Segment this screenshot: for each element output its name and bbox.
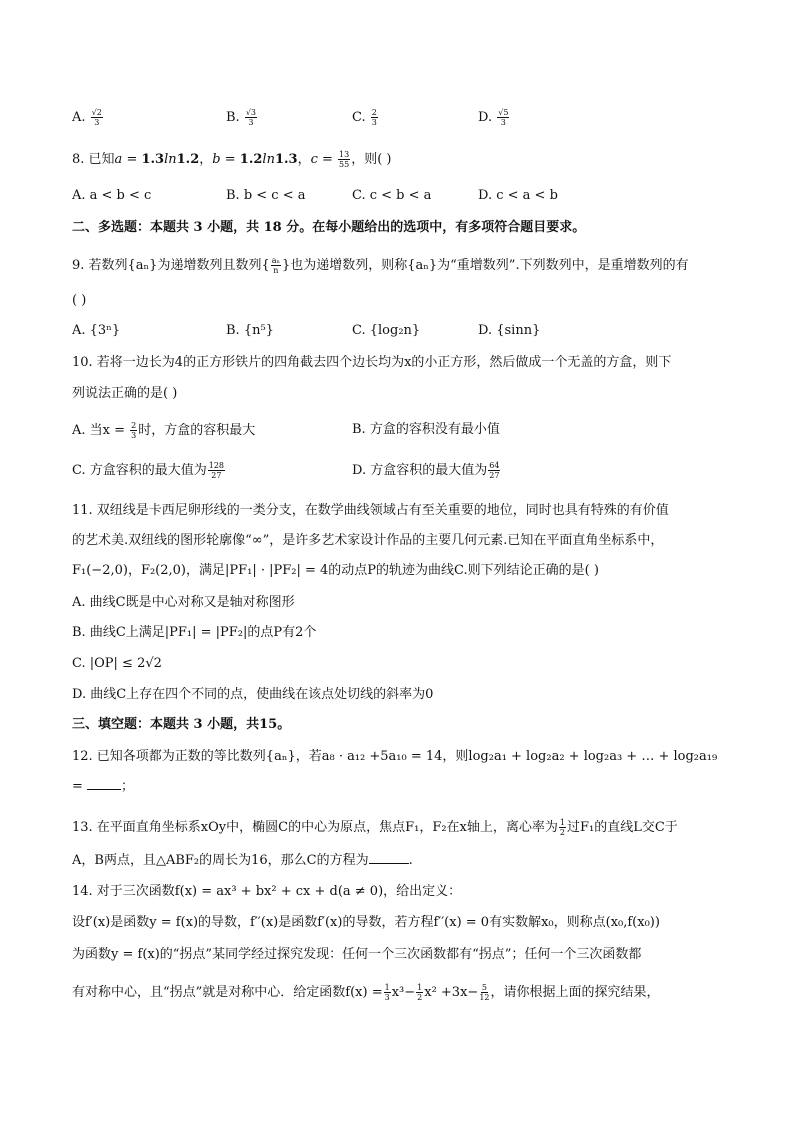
q11-stem-line3: F₁(−2,0)，F₂(2,0)，满足|PF₁| · |PF₂| = 4的动点P的轨迹为曲线C.则下列结论正确的是( ) [72,563,599,578]
q12-stem-line2 [72,778,134,796]
q7-option-c-den: 3 [371,118,377,127]
q9-frac-den: n [273,266,279,275]
q14-frac-3 [479,983,489,1002]
q14-frac-3-num: 5 [481,983,487,992]
q8-frac-den: 55 [339,160,350,169]
q11-option-a: A. 曲线C既是中心对称又是轴对称图形 [72,595,295,610]
section-3-title: 三、填空题：本题共 3 小题，共15。 [72,717,291,732]
q13-answer-blank [369,853,409,864]
q9-stem-paren: ( ) [72,293,87,308]
q11-option-d: D. 曲线C上存在四个不同的点，使曲线在该点处切线的斜率为0 [72,687,434,702]
q10-option-b: B. 方盒的容积没有最小值 [352,422,500,437]
q11-option-b: B. 曲线C上满足|PF₁| = |PF₂|的点P有2个 [72,625,317,640]
q13-frac [559,818,566,837]
q9-stem-a: 9. 若数列{aₙ}为递增数列且数列{ [72,258,270,273]
q10-option-d-num: 64 [489,461,500,470]
q7-option-d-label: D. [478,110,493,125]
q10-option-d [352,461,501,480]
q11-stem-line2: 的艺术美.双纽线的图形轮廓像“∞”，是许多艺术家设计作品的主要几何元素.已知在平面直角坐标系中， [72,533,664,548]
q14-stem-line1: 14. 对于三次函数f(x) = ax³ + bx² + cx + d(a ≠ 0)，给出定义： [72,884,462,899]
q14-line4-b: x³− [391,985,416,1000]
q14-frac-3-den: 12 [479,993,490,1002]
q9-option-c: C. {log₂n} [352,323,421,338]
q10-option-a-prefix: A. 当x = [72,423,126,438]
q12-answer-blank [87,779,121,790]
q10-option-c [72,461,226,480]
q8-option-a: A. a < b < c [72,188,152,203]
q8-frac-num: 13 [339,150,350,159]
q7-option-d [478,108,510,127]
q9-option-b: B. {n⁵} [226,323,274,338]
q10-option-d-prefix: D. 方盒容积的最大值为 [352,463,488,478]
q7-option-a-den: 3 [94,118,100,127]
q10-stem-line2: 列说法正确的是( ) [72,386,178,401]
q9-stem [72,256,689,275]
q14-line4-d: ，请你根据上面的探究结果， [490,985,660,1000]
q14-frac-2-den: 2 [417,993,423,1002]
q10-option-a-suffix: 时，方盒的容积最大 [138,423,256,438]
q14-stem-line2: 设f′(x)是函数y = f(x)的导数，f′′(x)是函数f′(x)的导数，若方程f′′(x) = 0有实数解x₀，则称点(x₀,f(x₀)) [72,915,660,930]
q10-option-d-den: 27 [489,471,500,480]
q7-option-a-label: A. [72,110,86,125]
q7-option-c-frac [371,108,378,127]
q14-frac-2 [416,983,423,1002]
q10-option-a-den: 3 [131,431,137,440]
q14-frac-1-den: 3 [384,993,390,1002]
q14-frac-2-num: 1 [417,983,423,992]
q13-stem-line2 [72,852,413,870]
q11-stem-line1: 11. 双纽线是卡西尼卵形线的一类分支，在数学曲线领域占有至关重要的地位，同时也具有特殊的有价值 [72,503,669,518]
q13-stem-a: 13. 在平面直角坐标系xOy中，椭圆C的中心为原点，焦点F₁，F₂在x轴上，离心率为 [72,820,558,835]
q9-stem-b: }也为递增数列，则称{aₙ}为“重增数列”.下列数列中，是重增数列的有 [281,258,689,273]
q14-line4-c: x² +3x− [424,985,479,1000]
q14-line4-a: 有对称中心，且“拐点”就是对称中心．给定函数f(x) = [72,985,383,1000]
q10-option-c-den: 27 [211,471,222,480]
q14-frac-1 [384,983,391,1002]
q8-option-c: C. c < b < a [352,188,432,203]
q14-stem-line3: 为函数y = f(x)的“拐点”某同学经过探究发现：任何一个三次函数都有“拐点”；任何一个三次函数都 [72,947,642,962]
q14-frac-1-num: 1 [384,983,390,992]
q10-option-a-num: 2 [131,421,137,430]
q13-period: . [408,853,413,868]
q7-option-b-label: B. [226,110,240,125]
q10-option-c-frac [208,461,225,480]
q7-option-b-frac: $\frac{√3}{3}$ [245,108,257,127]
q14-stem-line4 [72,983,660,1002]
q10-option-c-prefix: C. 方盒容积的最大值为 [72,463,207,478]
q13-frac-den: 2 [559,828,565,837]
q12-stem-line1: 12. 已知各项都为正数的等比数列{aₙ}，若a₈ · a₁₂ +5a₁₀ = 14，则log₂a₁ + log₂a₂ + log₂a₃ + … + log₂a₁₉ [72,749,718,764]
q9-option-a: A. {3ⁿ} [72,323,121,338]
q13-frac-num: 1 [559,818,565,827]
q8-option-b: B. b < c < a [226,188,306,203]
q10-stem-line1: 10. 若将一边长为4的正方形铁片的四角截去四个边长均为x的小正方形，然后做成一个无盖的方盒，则下 [72,355,672,370]
q7-option-b [226,108,258,127]
q8-option-d: D. c < a < b [478,188,558,203]
q10-option-d-frac [488,461,500,480]
q7-option-d-den: 3 [500,118,506,127]
q10-option-a-frac [130,421,137,440]
q12-equals: = [72,779,83,794]
q7-option-b-den: 3 [248,118,254,127]
q7-option-d-frac: $\frac{√5}{3}$ [498,108,509,127]
q10-option-a [72,421,255,440]
q9-option-d: D. {sinn} [478,323,541,338]
q7-option-c [352,108,379,127]
q9-frac-num: aₙ [271,256,280,265]
q10-option-c-num: 128 [208,461,225,470]
q8-stem-prefix: 8. 已知 [72,152,115,167]
q12-semicolon: ； [121,779,135,794]
q8-frac [338,150,350,169]
q7-option-c-num: 2 [371,108,377,117]
q13-stem-b: 过F₁的直线L交C于 [566,820,678,835]
q8-stem-suffix: ，则( ) [351,152,392,167]
q8-stem: 8. 已知a = 1.3ln1.2，b = 1.2ln1.3，c = $\frac{13}{55}$ ，则( ) [72,150,392,169]
section-2-title: 二、多选题：本题共 3 小题，共 18 分。在每小题给出的选项中，有多项符合题目要求。 [72,220,586,235]
q7-option-a [72,108,104,127]
q13-stem-line2-text: A，B两点，且△ABF₂的周长为16，那么C的方程为 [72,853,369,868]
q9-frac [271,256,281,275]
q7-option-a-frac: $\frac{√2}{3}$ [91,108,102,127]
q13-stem-line1 [72,818,678,837]
q11-option-c: C. |OP| ≤ 2√2 [72,656,162,671]
q7-option-c-label: C. [352,110,366,125]
